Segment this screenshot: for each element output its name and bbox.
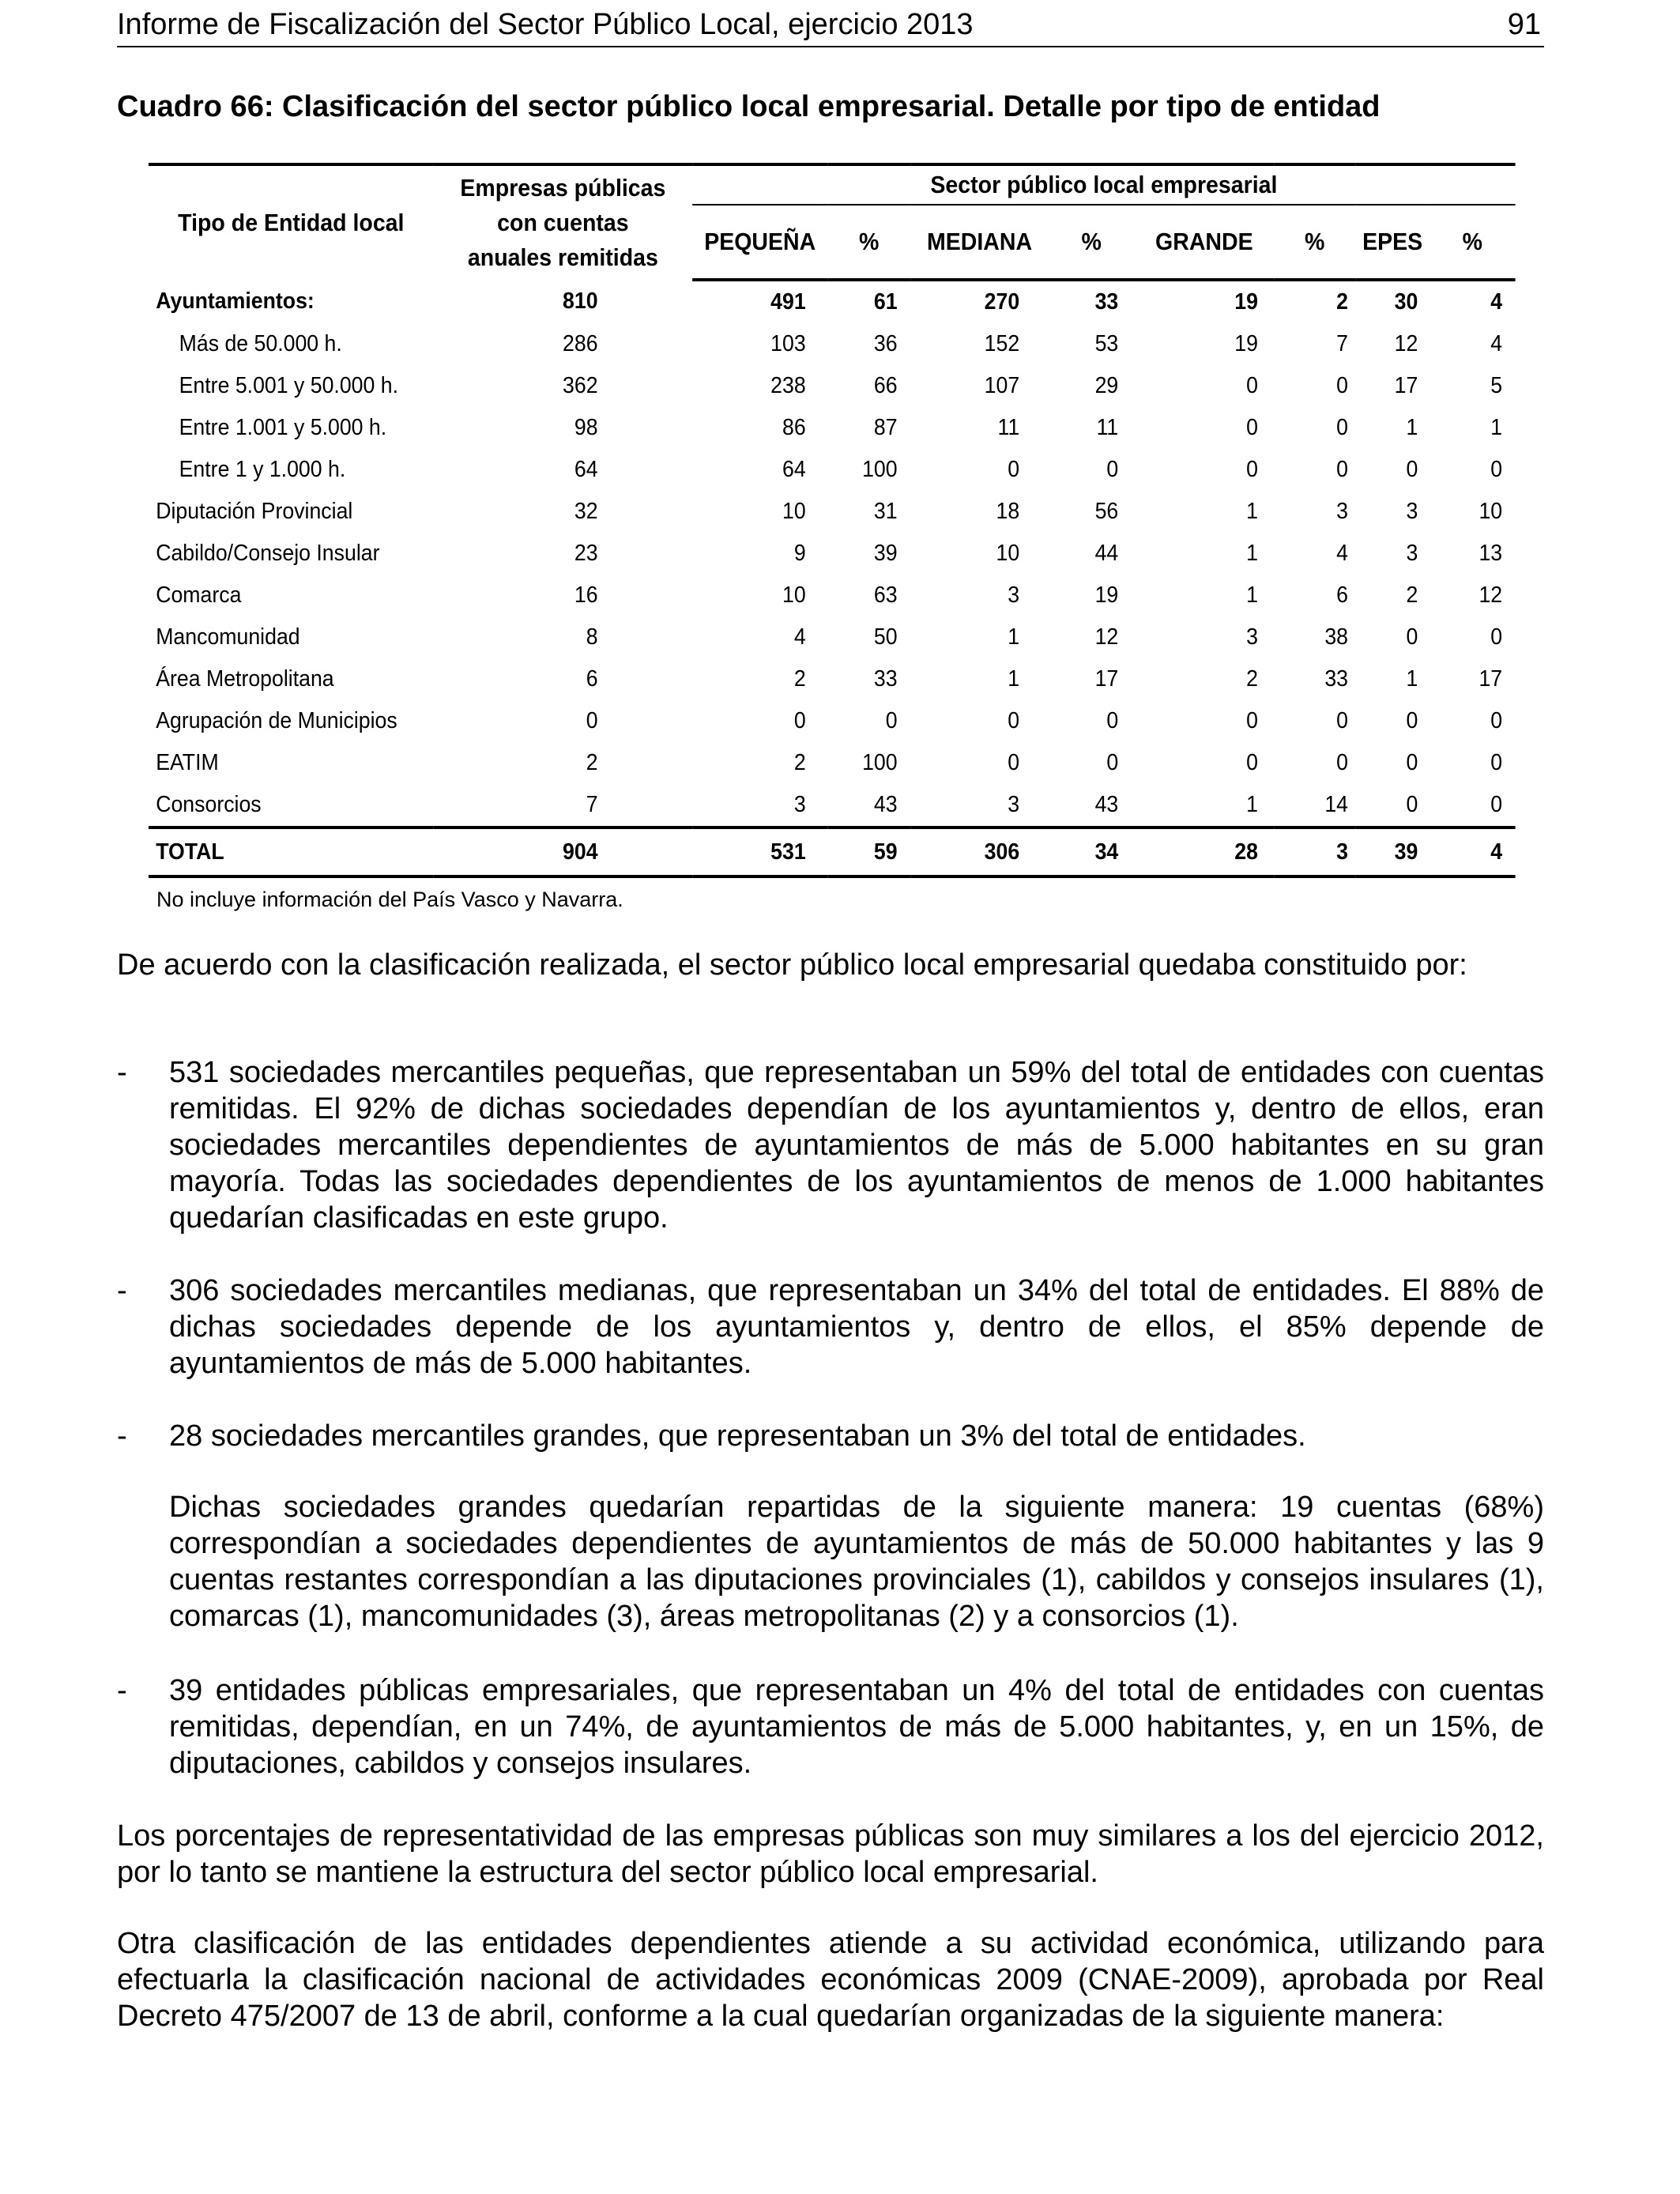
- table-cell: 103: [770, 331, 806, 356]
- total-cell: 904: [434, 827, 693, 876]
- table-cell: 0: [1106, 750, 1119, 775]
- header-companies-line2: con cuentas: [497, 209, 629, 236]
- table-cell: 17: [1094, 666, 1119, 692]
- table-cell: 44: [1094, 541, 1119, 566]
- table-cell: 6: [1336, 582, 1348, 608]
- table-cell: 19: [1234, 289, 1258, 315]
- bullet-text: 306 sociedades mercantiles medianas, que representaban un 34% del total de entidades. El 88% de dichas sociedades depende de los ayuntamientos y, dentro de ellos, el 85% depende de ayuntamientos de más de 5.000 habitantes.: [169, 1274, 1544, 1380]
- table-cell: 2: [793, 666, 806, 692]
- table-row: [149, 407, 1516, 449]
- table-cell: 0: [1336, 708, 1348, 733]
- table-cell: 0: [1246, 373, 1258, 398]
- table-cell: 14: [1324, 792, 1348, 817]
- table-cell: 100: [862, 750, 898, 775]
- classification-table-container: [149, 163, 1516, 912]
- table-cell: 0: [1336, 415, 1348, 440]
- table-cell: 4: [1336, 541, 1348, 566]
- header-sector-group: Sector público local empresarial: [692, 164, 1516, 205]
- table-row: [149, 449, 1516, 491]
- table-row: [149, 491, 1516, 533]
- table-cell: 64: [782, 457, 806, 482]
- table-row: [149, 784, 1516, 827]
- table-cell: 238: [770, 373, 806, 398]
- table-cell: 1: [1490, 415, 1503, 440]
- header-companies-line1: Empresas públicas: [460, 174, 666, 202]
- bullet-text: 39 entidades públicas empresariales, que representaban un 4% del total de entidades con cuentas remitidas, dependían, en un 74%, de ayuntamientos de más de 5.000 habitantes, y, en un 15%, de diputaciones, cabildos y consejos insulares.: [169, 1674, 1544, 1780]
- bullet-medium-companies: [117, 1272, 1544, 1382]
- table-cell: 2: [586, 750, 598, 775]
- table-cell: 3: [1246, 624, 1258, 650]
- table-cell: 38: [1324, 624, 1348, 650]
- table-cell: 18: [996, 499, 1020, 524]
- total-cell: 3: [1274, 827, 1355, 876]
- row-label: Consorcios: [156, 792, 262, 817]
- header-companies: [434, 164, 693, 280]
- paragraph-cnae: Otra clasificación de las entidades dependientes atiende a su actividad económica, utilizando para efectuarla la clasificación nacional de actividades económicas 2009 (CNAE-2009), aprobada por Real Decreto 475/2007 de 13 de abril, conforme a la cual quedarían organizadas de la siguiente manera:: [117, 1927, 1544, 2033]
- table-cell: 0: [793, 708, 806, 733]
- table-cell: 4: [1490, 289, 1503, 315]
- header-entity-type: Tipo de Entidad local: [149, 164, 434, 280]
- table-cell: 10: [782, 582, 806, 608]
- table-cell: 0: [1490, 708, 1503, 733]
- header-percent: %: [827, 205, 910, 280]
- bullet-dash: -: [117, 1056, 127, 1089]
- table-cell: 1: [1246, 499, 1258, 524]
- table-cell: 50: [873, 624, 898, 650]
- table-row: [149, 323, 1516, 365]
- table-cell: 1: [1246, 582, 1258, 608]
- header-grande: GRANDE: [1135, 205, 1275, 280]
- table-cell: 0: [1336, 373, 1348, 398]
- table-cell: 87: [873, 415, 898, 440]
- table-cell: 53: [1094, 331, 1119, 356]
- bullet-large-companies: [117, 1418, 1544, 1454]
- header-epes: EPES: [1355, 205, 1430, 280]
- table-cell: 0: [586, 708, 598, 733]
- table-cell: 2: [1336, 289, 1348, 315]
- table-cell: 33: [1094, 289, 1119, 315]
- table-cell: 9: [793, 541, 806, 566]
- table-cell: 0: [1406, 457, 1418, 482]
- table-cell: 63: [873, 582, 898, 608]
- table-cell: 152: [984, 331, 1020, 356]
- table-cell: 32: [574, 499, 598, 524]
- row-label: Entre 1 y 1.000 h.: [179, 457, 346, 482]
- table-cell: 3: [1336, 499, 1348, 524]
- table-cell: 56: [1094, 499, 1119, 524]
- bullet-text: 531 sociedades mercantiles pequeñas, que representaban un 59% del total de entidades con cuentas remitidas. El 92% de dichas sociedades dependían de los ayuntamientos y, dentro de ellos, eran sociedades mercantiles dependientes de ayuntamientos de más de 5.000 habitantes en su gran mayoría. Todas las sociedades dependientes de los ayuntamientos de menos de 1.000 habitantes quedarían clasificadas en este grupo.: [169, 1056, 1544, 1235]
- bullet-public-entities: [117, 1672, 1544, 1781]
- header-percent: %: [1274, 205, 1355, 280]
- table-cell: 0: [1406, 708, 1418, 733]
- row-label: EATIM: [156, 750, 219, 775]
- table-cell: 64: [574, 457, 598, 482]
- table-cell: 0: [1490, 457, 1503, 482]
- table-cell: 0: [1008, 457, 1020, 482]
- table-cell: 30: [1394, 289, 1418, 315]
- row-label: Comarca: [156, 582, 242, 608]
- table-cell: 0: [1406, 792, 1418, 817]
- table-cell: 11: [997, 415, 1020, 440]
- table-cell: 0: [1246, 708, 1258, 733]
- table-cell: 10: [996, 541, 1020, 566]
- header-companies-line3: anuales remitidas: [467, 243, 658, 271]
- table-cell: 0: [1246, 457, 1258, 482]
- table-cell: 2: [793, 750, 806, 775]
- table-cell: 12: [1094, 624, 1119, 650]
- table-cell: 0: [1490, 792, 1503, 817]
- table-cell: 1: [1008, 666, 1020, 692]
- row-label: Más de 50.000 h.: [179, 331, 342, 356]
- total-cell: 306: [910, 827, 1049, 876]
- table-cell: 12: [1478, 582, 1503, 608]
- page-number: 91: [1507, 8, 1541, 41]
- table-cell: 13: [1478, 541, 1503, 566]
- table-cell: 0: [1106, 708, 1119, 733]
- table-cell: 3: [793, 792, 806, 817]
- table-cell: 5: [1490, 373, 1503, 398]
- table-cell: 17: [1394, 373, 1418, 398]
- table-cell: 0: [1490, 750, 1503, 775]
- table-cell: 0: [1336, 750, 1348, 775]
- header-pequeña: PEQUEÑA: [692, 205, 827, 280]
- table-cell: 19: [1094, 582, 1119, 608]
- table-cell: 8: [586, 624, 598, 650]
- table-body: [149, 280, 1516, 827]
- table-cell: 4: [1490, 331, 1503, 356]
- table-cell: 7: [1336, 331, 1348, 356]
- table-cell: 1: [1406, 666, 1418, 692]
- table-cell: 66: [873, 373, 898, 398]
- header-percent: %: [1430, 205, 1516, 280]
- table-cell: 12: [1394, 331, 1418, 356]
- table-cell: 43: [873, 792, 898, 817]
- row-label: Mancomunidad: [156, 624, 300, 650]
- table-cell: 3: [1406, 541, 1418, 566]
- table-cell: 3: [1008, 792, 1020, 817]
- classification-table: [149, 163, 1516, 878]
- table-row: [149, 575, 1516, 616]
- table-cell: 0: [1246, 750, 1258, 775]
- table-row: [149, 533, 1516, 575]
- table-cell: 810: [563, 288, 598, 314]
- table-cell: 4: [793, 624, 806, 650]
- bullet-dash: -: [117, 1274, 127, 1307]
- table-cell: 1: [1246, 541, 1258, 566]
- total-cell: 39: [1355, 827, 1430, 876]
- report-title: Informe de Fiscalización del Sector Público Local, ejercicio 2013: [117, 8, 974, 41]
- table-row: [149, 742, 1516, 784]
- paragraph-representativity: Los porcentajes de representatividad de las empresas públicas son muy similares a los del ejercicio 2012, por lo tanto se mantiene la estructura del sector público local empresarial.: [117, 1819, 1544, 1889]
- table-cell: 0: [1406, 750, 1418, 775]
- table-row: [149, 280, 1516, 323]
- table-cell: 0: [1490, 624, 1503, 650]
- table-cell: 98: [574, 415, 598, 440]
- table-footnote: No incluye información del País Vasco y Navarra.: [156, 888, 623, 911]
- table-cell: 0: [1336, 457, 1348, 482]
- row-label: Diputación Provincial: [156, 499, 353, 524]
- table-cell: 0: [1406, 624, 1418, 650]
- table-cell: 10: [782, 499, 806, 524]
- running-header: [117, 5, 1544, 47]
- large-companies-detail: Dichas sociedades grandes quedarían repartidas de la siguiente manera: 19 cuentas (68%) correspondían a sociedades dependientes de ayuntamientos de más de 50.000 habitantes y las 9 cuentas restantes correspondían a las diputaciones provinciales (1), cabildos y consejos insulares (1), comarcas (1), mancomunidades (3), áreas metropolitanas (2) y a consorcios (1).: [169, 1491, 1544, 1633]
- table-cell: 1: [1008, 624, 1020, 650]
- table-cell: 31: [873, 499, 898, 524]
- table-cell: 23: [574, 541, 598, 566]
- table-cell: 0: [1106, 457, 1119, 482]
- table-cell: 16: [574, 582, 598, 608]
- row-label: Agrupación de Municipios: [156, 708, 397, 733]
- table-cell: 3: [1008, 582, 1020, 608]
- table-cell: 33: [873, 666, 898, 692]
- total-cell: 531: [692, 827, 827, 876]
- bullet-small-companies: [117, 1054, 1544, 1236]
- table-cell: 1: [1246, 792, 1258, 817]
- table-row: [149, 616, 1516, 658]
- table-cell: 19: [1234, 331, 1258, 356]
- table-cell: 2: [1406, 582, 1418, 608]
- table-row: [149, 700, 1516, 742]
- table-cell: 11: [1096, 415, 1119, 440]
- table-cell: 36: [873, 331, 898, 356]
- table-cell: 491: [770, 289, 806, 315]
- total-cell: 59: [827, 827, 910, 876]
- row-label: Cabildo/Consejo Insular: [156, 541, 380, 566]
- table-cell: 61: [873, 289, 898, 315]
- table-cell: 0: [1008, 708, 1020, 733]
- table-row: [149, 658, 1516, 700]
- table-cell: 3: [1406, 499, 1418, 524]
- table-cell: 6: [586, 666, 598, 692]
- table-cell: 362: [563, 373, 598, 398]
- bullet-dash: -: [117, 1674, 127, 1707]
- table-cell: 286: [563, 331, 598, 356]
- table-cell: 43: [1094, 792, 1119, 817]
- table-cell: 7: [586, 792, 598, 817]
- row-label: Entre 1.001 y 5.000 h.: [179, 415, 387, 440]
- total-label: TOTAL: [149, 827, 434, 876]
- row-label: Área Metropolitana: [156, 666, 334, 692]
- row-label: Entre 5.001 y 50.000 h.: [179, 373, 399, 398]
- total-row: [149, 827, 1516, 876]
- bullet-text: 28 sociedades mercantiles grandes, que representaban un 3% del total de entidades.: [169, 1419, 1306, 1453]
- table-caption: Cuadro 66: Clasificación del sector público local empresarial. Detalle por tipo de entidad: [117, 90, 1381, 123]
- table-cell: 100: [862, 457, 898, 482]
- table-cell: 29: [1094, 373, 1119, 398]
- header-mediana: MEDIANA: [910, 205, 1049, 280]
- table-cell: 1: [1406, 415, 1418, 440]
- row-label: Ayuntamientos:: [156, 288, 315, 314]
- total-cell: 34: [1049, 827, 1135, 876]
- table-cell: 107: [984, 373, 1020, 398]
- table-cell: 0: [1246, 415, 1258, 440]
- table-cell: 39: [873, 541, 898, 566]
- table-row: [149, 365, 1516, 407]
- table-cell: 86: [782, 415, 806, 440]
- header-percent: %: [1049, 205, 1135, 280]
- table-cell: 33: [1324, 666, 1348, 692]
- table-cell: 2: [1246, 666, 1258, 692]
- bullet-dash: -: [117, 1419, 127, 1453]
- table-cell: 10: [1478, 499, 1503, 524]
- total-cell: 28: [1135, 827, 1275, 876]
- table-cell: 270: [984, 289, 1020, 315]
- table-cell: 0: [1008, 750, 1020, 775]
- intro-paragraph: De acuerdo con la clasificación realizada, el sector público local empresarial quedaba constituido por:: [117, 948, 1467, 982]
- table-cell: 0: [885, 708, 898, 733]
- total-cell: 4: [1430, 827, 1516, 876]
- table-cell: 17: [1478, 666, 1503, 692]
